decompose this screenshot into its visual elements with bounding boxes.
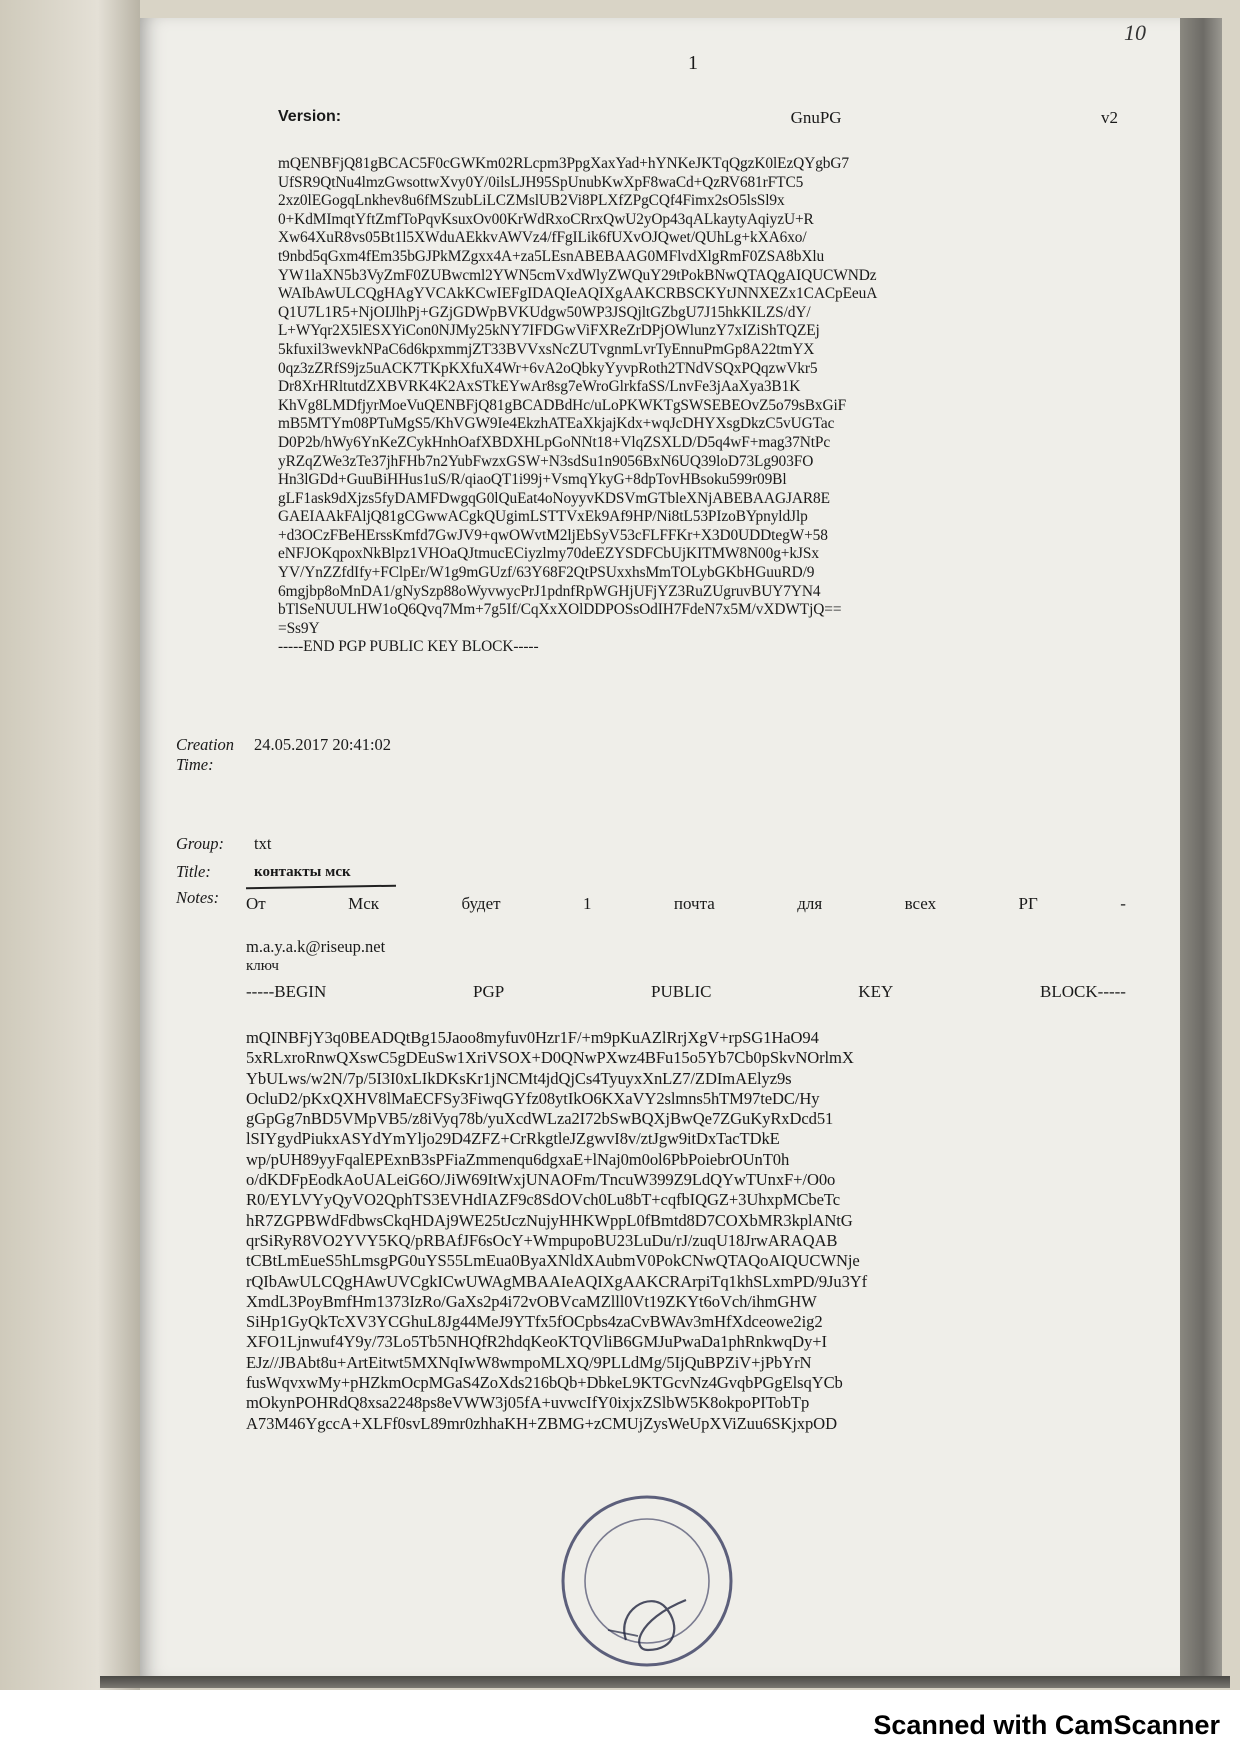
key-block-1-line: Dr8XrHRltutdZXBVRK4K2AxSTkEYwAr8sg7eWroGlrkfaSS/LnvFe3jAaXya3B1K bbox=[278, 378, 801, 396]
notes-word: для bbox=[797, 894, 823, 913]
page-number: 1 bbox=[688, 52, 698, 74]
scan-right-edge bbox=[1180, 18, 1222, 1678]
notes-word: почта bbox=[673, 894, 715, 913]
title-value: контакты мск bbox=[254, 864, 351, 880]
notes-begin-row bbox=[246, 982, 1126, 1002]
notes-email: m.a.y.a.k@riseup.net bbox=[246, 937, 386, 956]
notes-word: От bbox=[246, 894, 266, 913]
creation-label-line-1: Creation bbox=[176, 735, 235, 754]
key-block-2-line: XFO1Ljnwuf4Y9y/73Lo5Tb5NHQfR2hdqKeoKTQVliB6GMJuPwaDa1phRnkwqDy+I bbox=[246, 1332, 827, 1352]
key-block-1-line: KhVg8LMDfjyrMoeVuQENBFjQ81gBCADBdHc/uLoPKWKTgSWSEBEOvZ5o79sBxGiF bbox=[278, 396, 847, 414]
key-block-1-line: gLF1ask9dXjzs5fyDAMFDwgqG0lQuEat4oNoyyvKDSVmGTbleXNjABEBAAGJAR8E bbox=[278, 489, 830, 507]
notes-words-row bbox=[246, 894, 1126, 914]
key-block-2-line: qrSiRyR8VO2YVY5KQ/pRBAfJF6sOcY+WmpupoBU23LuDu/rJ/zuqU18JrwARAQAB bbox=[246, 1230, 838, 1250]
key-block-1-line: mB5MTYm08PTuMgS5/KhVGW9Ie4EkzhATEaXkjajKdx+wqJcDHYXsgDkzC5vUGTac bbox=[278, 415, 835, 433]
key-block-1-line: 0qz3zZRfS9jz5uACK7TKpKXfuX4Wr+6vA2oQbkyYyvpRoth2TNdVSQxPQqzwVkr5 bbox=[278, 359, 818, 377]
key-block-2-line: XmdL3PoyBmfHm1373IzRo/GaXs2p4i72vOBVcaMZlll0Vt19ZKYt6oVch/ihmGHW bbox=[246, 1291, 817, 1311]
key-block-2-line: wp/pUH89yyFqalEPExnB3sPFiaZmmenqu6dgxaE+lNaj0m0ol6PbPoiebrOUnT0h bbox=[246, 1149, 790, 1169]
key-block-2-line: mQINBFjY3q0BEADQtBg15Jaoo8myfuv0Hzr1F/+m9pKuAZlRrjXgV+rpSG1HaO94 bbox=[246, 1028, 819, 1047]
key-block-1-line: Xw64XuR8vs05Bt1l5XWduAEkkvAWVz4/fFgILik6fUXvOJQwet/QUhLg+kXA6xo/ bbox=[278, 229, 807, 247]
corner-page-number: 10 bbox=[1124, 20, 1146, 45]
key-block-2-line: lSIYgydPiukxASYdYmYljo29D4ZFZ+CrRkgtleJZgwvI8v/ztJgw9itDxTacTDkE bbox=[246, 1129, 780, 1149]
key-block-1-line: YW1laXN5b3VyZmF0ZUBwcml2YWN5cmVxdWlyZWQuY29tPokBNwQTAQgAIQUCWNDz bbox=[278, 266, 877, 284]
key-block-2-line: SiHp1GyQkTcXV3YCGhuL8Jg44MeJ9YTfx5fOCpbs4zaCvBWAv3mHfXdceowe2ig2 bbox=[246, 1312, 823, 1332]
key-block-1-line: L+WYqr2X5lESXYiCon0NJMy25kNY7IFDGwViFXReZrDPjOWlunzY7xIZiShTQZEj bbox=[278, 322, 820, 340]
key-block-1-line: 2xz0lEGogqLnkhev8u6fMSzubLiLCZMslUB2Vi8PLXfZPgCQf4Fimx2sO5lsSl9x bbox=[278, 192, 785, 210]
key-block-1-line: 5kfuxil3wevkNPaC6d6kpxmmjZT33BVVxsNcZUTvgnmLvrTyEnnuPmGp8A22tmYX bbox=[278, 340, 815, 358]
notes-word: РГ bbox=[1018, 894, 1038, 913]
key-block-1-line: mQENBFjQ81gBCAC5F0cGWKm02RLcpm3PpgXaxYad+hYNKeJKTqQgzK0lEzQYgbG7 bbox=[278, 155, 850, 172]
creation-label-line-2: Time: bbox=[176, 755, 214, 774]
notes-begin-word: -----BEGIN bbox=[246, 982, 327, 1001]
key-block-1-line: 0+KdMImqtYftZmfToPqvKsuxOv00KrWdRxoCRrxQwU2yOp43qALkaytyAqiyzU+R bbox=[278, 210, 814, 228]
key-block-1-line: =Ss9Y bbox=[278, 619, 320, 637]
key-block-2-line: 5xRLxroRnwQXswC5gDEuSw1XriVSOX+D0QNwPXwz4BFu15o5Yb7Cb0pSkvNOrlmX bbox=[246, 1048, 854, 1068]
pgp-key-block-2 bbox=[246, 1028, 867, 1434]
key-block-2-line: hR7ZGPBWdFdbwsCkqHDAj9WE25tJczNujyHHKWppL0fBmtd8D7COXbMR3kplANtG bbox=[246, 1210, 853, 1230]
key-block-2-line: tCBtLmEueS5hLmsgPG0uYS55LmEua0ByaXNldXAubmV0PokCNwQTAQoAIQUCWNje bbox=[246, 1251, 860, 1271]
title-label: Title: bbox=[176, 862, 211, 881]
key-block-1-line: WAIbAwULCQgHAgYVCAkKCwIEFgIDAQIeAQIXgAAKCRBSCKYtJNNXEZx1CACpEeuA bbox=[278, 285, 878, 303]
notes-label: Notes: bbox=[176, 888, 220, 907]
notes-begin-word: PUBLIC bbox=[651, 982, 712, 1001]
scanner-watermark: Scanned with CamScanner bbox=[873, 1710, 1220, 1740]
key-block-1-line: t9nbd5qGxm4fEm35bGJPkMZgxx4A+za5LEsnABEBAAG0MFlvdXlgRmF0ZSA8bXlu bbox=[278, 247, 825, 265]
version-row bbox=[278, 108, 1118, 128]
key-block-1-line: Q1U7L1R5+NjOIJlhPj+GZjGDWpBVKUdgw50WP3JSQjltGZbgU7J15hkKILZS/dY/ bbox=[278, 303, 811, 321]
key-block-1-line: yRZqZWe3zTe37jhFHb7n2YubFwzxGSW+N3sdSu1n9056BxN6UQ39loD73Lg903FO bbox=[278, 452, 814, 470]
notes-begin-word: PGP bbox=[473, 982, 505, 1001]
key-block-1-line: +d3OCzFBeHErssKmfd7GwJV9+qwOWvtM2ljEbSyV53cFLFFKr+X3D0UDDtegW+58 bbox=[278, 526, 828, 544]
key-block-2-line: mOkynPOHRdQ8xsa2248ps8eVWW3j05fA+uvwcIfY0ixjxZSlbW5K8okpoPITobTp bbox=[246, 1393, 810, 1413]
pgp-key-block-1 bbox=[278, 155, 877, 657]
creation-label bbox=[176, 735, 234, 775]
key-block-1-line: 6mgjbp8oMnDA1/gNySzp88oWyvwycPrJ1pdnfRpWGHjUFjYZ3RuZUgruvBUY7YN4 bbox=[278, 582, 821, 600]
key-block-1-line: Hn3lGDd+GuuBiHHus1uS/R/qiaoQT1i99j+VsmqYkyG+8dpTovHBsoku599r09Bl bbox=[278, 471, 787, 489]
key-block-2-line: OcluD2/pKxQXHV8lMaECFSy3FiwqGYfz08ytIkO6KXaVY2slmns5hTM97teDC/Hy bbox=[246, 1088, 820, 1108]
version-name: GnuPG bbox=[790, 108, 842, 127]
notes-key-word: ключ bbox=[246, 958, 279, 974]
key-block-2-line: o/dKDFpEodkAoUALeiG6O/JiW69ItWxjUNAOFm/TncuW399Z9LdQYwTUnxF+/O0o bbox=[246, 1170, 836, 1190]
key-block-2-line: EJz//JBAbt8u+ArtEitwt5MXNqIwW8wmpoMLXQ/9PLLdMg/5IjQuBPZiV+jPbYrN bbox=[246, 1352, 812, 1372]
key-block-1-line: bTlSeNUULHW1oQ6Qvq7Mm+7g5If/CqXxXOlDDPOSsOdIH7FdeN7x5M/vXDWTjQ== bbox=[278, 601, 842, 619]
key-block-1-line: -----END PGP PUBLIC KEY BLOCK----- bbox=[278, 638, 539, 656]
key-block-1-line: GAEIAAkFAljQ81gCGwwACgkQUgimLSTTVxEk9Af9HP/Ni8tL53PIzoBYpnyldJlp bbox=[278, 508, 808, 526]
notes-begin-word: KEY bbox=[858, 982, 894, 1001]
key-block-2-line: fusWqvxwMy+pHZkmOcpMGaS4ZoXds216bQb+DbkeL9KTGcvNz4GvqbPGgElsqYCb bbox=[246, 1373, 843, 1393]
group-value: txt bbox=[254, 834, 272, 853]
notes-word: Мск bbox=[348, 894, 380, 913]
notes-word: - bbox=[1120, 894, 1126, 913]
notes-begin-word: BLOCK----- bbox=[1040, 982, 1126, 1001]
key-block-2-line: A73M46YgccA+XLFf0svL89mr0zhhaKH+ZBMG+zCMUjZysWeUpXViZuu6SKjxpOD bbox=[246, 1413, 837, 1433]
key-block-1-line: D0P2b/hWy6YnKeZCykHnhOafXBDXHLpGoNNt18+VlqZSXLD/D5q4wF+mag37NtPc bbox=[278, 433, 831, 451]
key-block-1-line: YV/YnZZfdIfy+FClpEr/W1g9mGUzf/63Y68F2QtPSUxxhsMmTOLybGKbHGuuRD/9 bbox=[278, 564, 815, 582]
notes-word: будет bbox=[461, 894, 501, 913]
scan-left-margin bbox=[0, 0, 140, 1690]
creation-time: 24.05.2017 20:41:02 bbox=[254, 735, 392, 754]
group-label: Group: bbox=[176, 834, 224, 853]
scan-bottom-edge bbox=[100, 1676, 1230, 1688]
key-block-2-line: gGpGg7nBD5VMpVB5/z8iVyq78b/yuXcdWLza2I72bSwBQXjBwQe7ZGuKyRxDcd51 bbox=[246, 1109, 834, 1129]
key-block-1-line: UfSR9QtNu4lmzGwsottwXvy0Y/0ilsLJH95SpUnubKwXpF8waCd+QzRV681rFTC5 bbox=[278, 173, 804, 191]
key-block-1-line: eNFJOKqpoxNkBlpz1VHOaQJtmucECiyzlmy70deEZYSDFCbUjKITMW8N00g+kJSx bbox=[278, 545, 819, 563]
key-block-2-line: YbULws/w2N/7p/5I3I0xLIkDKsKr1jNCMt4jdQjCs4TyuyxXnLZ7/ZDImAElyz9s bbox=[246, 1068, 792, 1088]
notes-word: 1 bbox=[582, 894, 592, 913]
version-label: Version: bbox=[278, 108, 342, 125]
version-number: v2 bbox=[1101, 108, 1118, 127]
key-block-2-line: R0/EYLVYyQyVO2QphTS3EVHdIAZF9c8SdOVch0Lu8bT+cqfbIQGZ+3UhxpMCbeTc bbox=[246, 1190, 841, 1210]
key-block-2-line: rQIbAwULCQgHAwUVCgkICwUWAgMBAAIeAQIXgAAKCRArpiTq1khSLxmPD/9Ju3Yf bbox=[246, 1271, 868, 1291]
notes-word: всех bbox=[904, 894, 937, 913]
official-seal-stamp bbox=[556, 1490, 738, 1672]
